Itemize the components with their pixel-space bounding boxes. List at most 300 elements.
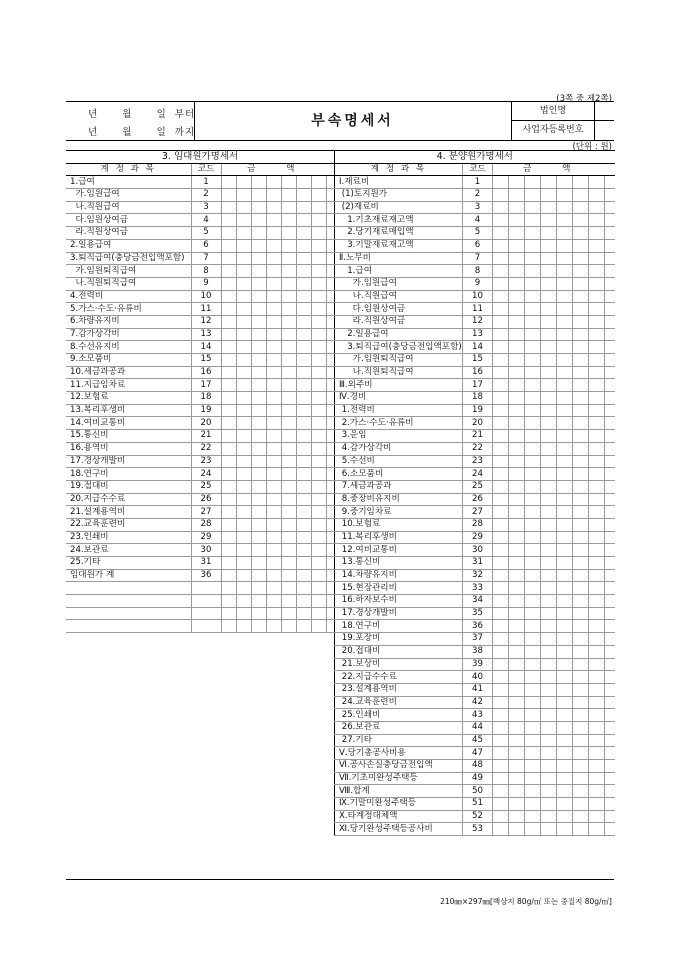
amount-cell[interactable] xyxy=(589,239,605,252)
amount-cell[interactable] xyxy=(605,265,615,278)
amount-cell[interactable] xyxy=(326,303,334,316)
amount-cell[interactable] xyxy=(236,189,251,202)
amount-cell[interactable] xyxy=(509,658,525,671)
amount-cell[interactable] xyxy=(573,620,589,633)
amount-cell[interactable] xyxy=(296,531,311,544)
amount-cell[interactable] xyxy=(589,404,605,417)
amount-cell[interactable] xyxy=(525,734,541,747)
amount-cell[interactable] xyxy=(573,277,589,290)
amount-cell[interactable] xyxy=(326,620,334,633)
amount-cell[interactable] xyxy=(493,392,509,405)
amount-cell[interactable] xyxy=(509,671,525,684)
amount-cell[interactable] xyxy=(296,607,311,620)
amount-cell[interactable] xyxy=(541,633,557,646)
amount-cell[interactable] xyxy=(281,239,296,252)
amount-cell[interactable] xyxy=(266,341,281,354)
amount-cell[interactable] xyxy=(266,201,281,214)
amount-cell[interactable] xyxy=(236,290,251,303)
amount-cell[interactable] xyxy=(266,404,281,417)
amount-cell[interactable] xyxy=(557,747,573,760)
amount-cell[interactable] xyxy=(493,239,509,252)
amount-cell[interactable] xyxy=(525,823,541,836)
amount-cell[interactable] xyxy=(493,544,509,557)
amount-cell[interactable] xyxy=(605,595,615,608)
amount-cell[interactable] xyxy=(573,506,589,519)
amount-cell[interactable] xyxy=(296,354,311,367)
amount-cell[interactable] xyxy=(221,354,236,367)
amount-cell[interactable] xyxy=(493,696,509,709)
amount-cell[interactable] xyxy=(541,252,557,265)
amount-cell[interactable] xyxy=(525,696,541,709)
amount-cell[interactable] xyxy=(557,633,573,646)
amount-cell[interactable] xyxy=(557,239,573,252)
amount-cell[interactable] xyxy=(296,569,311,582)
amount-cell[interactable] xyxy=(509,480,525,493)
amount-cell[interactable] xyxy=(509,747,525,760)
amount-cell[interactable] xyxy=(573,734,589,747)
amount-cell[interactable] xyxy=(236,417,251,430)
amount-cell[interactable] xyxy=(525,227,541,240)
amount-cell[interactable] xyxy=(281,544,296,557)
amount-cell[interactable] xyxy=(525,201,541,214)
amount-cell[interactable] xyxy=(589,392,605,405)
amount-cell[interactable] xyxy=(236,506,251,519)
amount-cell[interactable] xyxy=(525,518,541,531)
amount-cell[interactable] xyxy=(541,277,557,290)
amount-cell[interactable] xyxy=(573,379,589,392)
amount-cell[interactable] xyxy=(541,189,557,202)
amount-cell[interactable] xyxy=(236,366,251,379)
amount-cell[interactable] xyxy=(221,569,236,582)
amount-cell[interactable] xyxy=(493,328,509,341)
amount-cell[interactable] xyxy=(509,303,525,316)
amount-cell[interactable] xyxy=(326,404,334,417)
amount-cell[interactable] xyxy=(221,582,236,595)
amount-cell[interactable] xyxy=(326,252,334,265)
amount-cell[interactable] xyxy=(281,328,296,341)
amount-cell[interactable] xyxy=(525,239,541,252)
amount-cell[interactable] xyxy=(525,607,541,620)
amount-cell[interactable] xyxy=(311,366,326,379)
amount-cell[interactable] xyxy=(541,366,557,379)
amount-cell[interactable] xyxy=(541,417,557,430)
amount-cell[interactable] xyxy=(541,480,557,493)
amount-cell[interactable] xyxy=(326,557,334,570)
amount-cell[interactable] xyxy=(605,683,615,696)
amount-cell[interactable] xyxy=(541,493,557,506)
amount-cell[interactable] xyxy=(311,189,326,202)
amount-cell[interactable] xyxy=(236,354,251,367)
amount-cell[interactable] xyxy=(221,557,236,570)
amount-cell[interactable] xyxy=(296,366,311,379)
amount-cell[interactable] xyxy=(251,607,266,620)
amount-cell[interactable] xyxy=(251,531,266,544)
amount-cell[interactable] xyxy=(509,341,525,354)
amount-cell[interactable] xyxy=(221,417,236,430)
amount-cell[interactable] xyxy=(573,404,589,417)
amount-cell[interactable] xyxy=(311,518,326,531)
amount-cell[interactable] xyxy=(525,810,541,823)
amount-cell[interactable] xyxy=(236,480,251,493)
amount-cell[interactable] xyxy=(541,823,557,836)
amount-cell[interactable] xyxy=(236,252,251,265)
amount-cell[interactable] xyxy=(236,265,251,278)
amount-cell[interactable] xyxy=(326,354,334,367)
amount-cell[interactable] xyxy=(605,493,615,506)
amount-cell[interactable] xyxy=(326,569,334,582)
amount-cell[interactable] xyxy=(509,493,525,506)
amount-cell[interactable] xyxy=(573,265,589,278)
amount-cell[interactable] xyxy=(236,214,251,227)
amount-cell[interactable] xyxy=(605,214,615,227)
amount-cell[interactable] xyxy=(525,404,541,417)
amount-cell[interactable] xyxy=(605,709,615,722)
amount-cell[interactable] xyxy=(281,430,296,443)
amount-cell[interactable] xyxy=(589,620,605,633)
amount-cell[interactable] xyxy=(326,176,334,189)
amount-cell[interactable] xyxy=(525,645,541,658)
amount-cell[interactable] xyxy=(557,518,573,531)
amount-cell[interactable] xyxy=(493,798,509,811)
amount-cell[interactable] xyxy=(281,201,296,214)
amount-cell[interactable] xyxy=(236,607,251,620)
amount-cell[interactable] xyxy=(557,303,573,316)
amount-cell[interactable] xyxy=(605,341,615,354)
amount-cell[interactable] xyxy=(221,442,236,455)
amount-cell[interactable] xyxy=(311,315,326,328)
amount-cell[interactable] xyxy=(557,315,573,328)
amount-cell[interactable] xyxy=(221,341,236,354)
amount-cell[interactable] xyxy=(311,328,326,341)
amount-cell[interactable] xyxy=(509,721,525,734)
amount-cell[interactable] xyxy=(573,557,589,570)
amount-cell[interactable] xyxy=(493,620,509,633)
amount-cell[interactable] xyxy=(509,696,525,709)
amount-cell[interactable] xyxy=(281,455,296,468)
amount-cell[interactable] xyxy=(326,379,334,392)
amount-cell[interactable] xyxy=(509,328,525,341)
amount-cell[interactable] xyxy=(311,201,326,214)
amount-cell[interactable] xyxy=(573,392,589,405)
amount-cell[interactable] xyxy=(221,595,236,608)
amount-cell[interactable] xyxy=(509,760,525,773)
amount-cell[interactable] xyxy=(493,430,509,443)
amount-cell[interactable] xyxy=(236,557,251,570)
amount-cell[interactable] xyxy=(251,620,266,633)
amount-cell[interactable] xyxy=(525,189,541,202)
amount-cell[interactable] xyxy=(493,506,509,519)
amount-cell[interactable] xyxy=(573,417,589,430)
amount-cell[interactable] xyxy=(326,582,334,595)
amount-cell[interactable] xyxy=(525,506,541,519)
amount-cell[interactable] xyxy=(221,620,236,633)
amount-cell[interactable] xyxy=(281,417,296,430)
amount-cell[interactable] xyxy=(326,277,334,290)
amount-cell[interactable] xyxy=(236,531,251,544)
amount-cell[interactable] xyxy=(311,392,326,405)
amount-cell[interactable] xyxy=(525,379,541,392)
amount-cell[interactable] xyxy=(296,506,311,519)
amount-cell[interactable] xyxy=(557,506,573,519)
amount-cell[interactable] xyxy=(557,480,573,493)
amount-cell[interactable] xyxy=(605,277,615,290)
amount-cell[interactable] xyxy=(296,227,311,240)
amount-cell[interactable] xyxy=(493,709,509,722)
amount-cell[interactable] xyxy=(541,265,557,278)
amount-cell[interactable] xyxy=(525,277,541,290)
amount-cell[interactable] xyxy=(493,493,509,506)
amount-cell[interactable] xyxy=(221,201,236,214)
amount-cell[interactable] xyxy=(251,227,266,240)
amount-cell[interactable] xyxy=(541,303,557,316)
amount-cell[interactable] xyxy=(525,633,541,646)
amount-cell[interactable] xyxy=(589,544,605,557)
amount-cell[interactable] xyxy=(589,823,605,836)
amount-cell[interactable] xyxy=(541,620,557,633)
amount-cell[interactable] xyxy=(311,531,326,544)
amount-cell[interactable] xyxy=(509,277,525,290)
amount-cell[interactable] xyxy=(493,785,509,798)
amount-cell[interactable] xyxy=(557,214,573,227)
amount-cell[interactable] xyxy=(573,303,589,316)
amount-cell[interactable] xyxy=(493,633,509,646)
amount-cell[interactable] xyxy=(281,176,296,189)
amount-cell[interactable] xyxy=(266,620,281,633)
amount-cell[interactable] xyxy=(266,455,281,468)
amount-cell[interactable] xyxy=(589,366,605,379)
amount-cell[interactable] xyxy=(605,823,615,836)
amount-cell[interactable] xyxy=(573,328,589,341)
amount-cell[interactable] xyxy=(311,404,326,417)
amount-cell[interactable] xyxy=(296,189,311,202)
amount-cell[interactable] xyxy=(493,518,509,531)
amount-cell[interactable] xyxy=(266,315,281,328)
amount-cell[interactable] xyxy=(221,531,236,544)
amount-cell[interactable] xyxy=(221,506,236,519)
amount-cell[interactable] xyxy=(557,227,573,240)
amount-cell[interactable] xyxy=(589,328,605,341)
amount-cell[interactable] xyxy=(557,683,573,696)
amount-cell[interactable] xyxy=(236,595,251,608)
amount-cell[interactable] xyxy=(281,557,296,570)
amount-cell[interactable] xyxy=(605,607,615,620)
amount-cell[interactable] xyxy=(541,506,557,519)
amount-cell[interactable] xyxy=(605,785,615,798)
amount-cell[interactable] xyxy=(557,696,573,709)
amount-cell[interactable] xyxy=(221,303,236,316)
amount-cell[interactable] xyxy=(589,531,605,544)
amount-cell[interactable] xyxy=(266,290,281,303)
amount-cell[interactable] xyxy=(509,709,525,722)
amount-cell[interactable] xyxy=(573,290,589,303)
amount-cell[interactable] xyxy=(541,315,557,328)
amount-cell[interactable] xyxy=(493,747,509,760)
amount-cell[interactable] xyxy=(573,569,589,582)
amount-cell[interactable] xyxy=(266,354,281,367)
amount-cell[interactable] xyxy=(509,227,525,240)
amount-cell[interactable] xyxy=(589,658,605,671)
amount-cell[interactable] xyxy=(557,455,573,468)
amount-cell[interactable] xyxy=(311,506,326,519)
amount-cell[interactable] xyxy=(266,582,281,595)
amount-cell[interactable] xyxy=(557,582,573,595)
amount-cell[interactable] xyxy=(281,595,296,608)
amount-cell[interactable] xyxy=(525,341,541,354)
amount-cell[interactable] xyxy=(525,785,541,798)
amount-cell[interactable] xyxy=(266,366,281,379)
amount-cell[interactable] xyxy=(605,810,615,823)
amount-cell[interactable] xyxy=(493,658,509,671)
amount-cell[interactable] xyxy=(326,544,334,557)
amount-cell[interactable] xyxy=(493,227,509,240)
amount-cell[interactable] xyxy=(236,341,251,354)
amount-cell[interactable] xyxy=(509,379,525,392)
amount-cell[interactable] xyxy=(281,493,296,506)
amount-cell[interactable] xyxy=(525,747,541,760)
amount-cell[interactable] xyxy=(541,557,557,570)
amount-cell[interactable] xyxy=(605,442,615,455)
amount-cell[interactable] xyxy=(605,798,615,811)
amount-cell[interactable] xyxy=(605,303,615,316)
amount-cell[interactable] xyxy=(525,468,541,481)
amount-cell[interactable] xyxy=(236,392,251,405)
amount-cell[interactable] xyxy=(296,379,311,392)
amount-cell[interactable] xyxy=(296,518,311,531)
amount-cell[interactable] xyxy=(605,531,615,544)
amount-cell[interactable] xyxy=(493,480,509,493)
amount-cell[interactable] xyxy=(493,315,509,328)
amount-cell[interactable] xyxy=(266,518,281,531)
amount-cell[interactable] xyxy=(221,366,236,379)
amount-cell[interactable] xyxy=(573,366,589,379)
amount-cell[interactable] xyxy=(311,252,326,265)
amount-cell[interactable] xyxy=(326,506,334,519)
amount-cell[interactable] xyxy=(236,328,251,341)
amount-cell[interactable] xyxy=(605,252,615,265)
amount-cell[interactable] xyxy=(509,417,525,430)
amount-cell[interactable] xyxy=(236,468,251,481)
amount-cell[interactable] xyxy=(605,455,615,468)
amount-cell[interactable] xyxy=(557,366,573,379)
amount-cell[interactable] xyxy=(266,303,281,316)
amount-cell[interactable] xyxy=(251,430,266,443)
amount-cell[interactable] xyxy=(311,582,326,595)
amount-cell[interactable] xyxy=(605,671,615,684)
amount-cell[interactable] xyxy=(251,595,266,608)
amount-cell[interactable] xyxy=(573,645,589,658)
amount-cell[interactable] xyxy=(251,518,266,531)
amount-cell[interactable] xyxy=(557,709,573,722)
amount-cell[interactable] xyxy=(557,772,573,785)
amount-cell[interactable] xyxy=(509,582,525,595)
amount-cell[interactable] xyxy=(525,366,541,379)
amount-cell[interactable] xyxy=(251,468,266,481)
amount-cell[interactable] xyxy=(236,518,251,531)
amount-cell[interactable] xyxy=(509,252,525,265)
amount-cell[interactable] xyxy=(573,315,589,328)
amount-cell[interactable] xyxy=(281,366,296,379)
amount-cell[interactable] xyxy=(236,227,251,240)
amount-cell[interactable] xyxy=(296,315,311,328)
amount-cell[interactable] xyxy=(493,569,509,582)
amount-cell[interactable] xyxy=(605,468,615,481)
amount-cell[interactable] xyxy=(509,455,525,468)
amount-cell[interactable] xyxy=(493,277,509,290)
amount-cell[interactable] xyxy=(221,214,236,227)
amount-cell[interactable] xyxy=(311,290,326,303)
amount-cell[interactable] xyxy=(221,290,236,303)
amount-cell[interactable] xyxy=(557,392,573,405)
amount-cell[interactable] xyxy=(525,430,541,443)
amount-cell[interactable] xyxy=(525,557,541,570)
amount-cell[interactable] xyxy=(221,518,236,531)
amount-cell[interactable] xyxy=(251,480,266,493)
amount-cell[interactable] xyxy=(221,392,236,405)
amount-cell[interactable] xyxy=(326,392,334,405)
amount-cell[interactable] xyxy=(326,341,334,354)
amount-cell[interactable] xyxy=(589,798,605,811)
amount-cell[interactable] xyxy=(311,468,326,481)
amount-cell[interactable] xyxy=(589,493,605,506)
amount-cell[interactable] xyxy=(326,290,334,303)
amount-cell[interactable] xyxy=(525,290,541,303)
amount-cell[interactable] xyxy=(493,531,509,544)
amount-cell[interactable] xyxy=(509,442,525,455)
amount-cell[interactable] xyxy=(493,734,509,747)
amount-cell[interactable] xyxy=(296,493,311,506)
amount-cell[interactable] xyxy=(296,468,311,481)
amount-cell[interactable] xyxy=(296,265,311,278)
amount-cell[interactable] xyxy=(236,176,251,189)
amount-cell[interactable] xyxy=(236,239,251,252)
amount-cell[interactable] xyxy=(509,595,525,608)
amount-cell[interactable] xyxy=(573,696,589,709)
amount-cell[interactable] xyxy=(605,354,615,367)
amount-cell[interactable] xyxy=(541,772,557,785)
amount-cell[interactable] xyxy=(573,671,589,684)
amount-cell[interactable] xyxy=(493,772,509,785)
amount-cell[interactable] xyxy=(605,760,615,773)
amount-cell[interactable] xyxy=(266,430,281,443)
amount-cell[interactable] xyxy=(573,683,589,696)
amount-cell[interactable] xyxy=(557,607,573,620)
amount-cell[interactable] xyxy=(541,430,557,443)
amount-cell[interactable] xyxy=(493,760,509,773)
amount-cell[interactable] xyxy=(251,442,266,455)
amount-cell[interactable] xyxy=(281,227,296,240)
amount-cell[interactable] xyxy=(296,557,311,570)
amount-cell[interactable] xyxy=(557,785,573,798)
amount-cell[interactable] xyxy=(557,531,573,544)
amount-cell[interactable] xyxy=(311,620,326,633)
amount-cell[interactable] xyxy=(509,569,525,582)
amount-cell[interactable] xyxy=(573,201,589,214)
amount-cell[interactable] xyxy=(296,341,311,354)
amount-cell[interactable] xyxy=(525,531,541,544)
amount-cell[interactable] xyxy=(541,760,557,773)
amount-cell[interactable] xyxy=(525,658,541,671)
amount-cell[interactable] xyxy=(573,239,589,252)
amount-cell[interactable] xyxy=(493,671,509,684)
amount-cell[interactable] xyxy=(525,671,541,684)
amount-cell[interactable] xyxy=(493,582,509,595)
amount-cell[interactable] xyxy=(541,734,557,747)
amount-cell[interactable] xyxy=(589,760,605,773)
amount-cell[interactable] xyxy=(605,239,615,252)
amount-cell[interactable] xyxy=(296,201,311,214)
amount-cell[interactable] xyxy=(266,531,281,544)
amount-cell[interactable] xyxy=(541,658,557,671)
